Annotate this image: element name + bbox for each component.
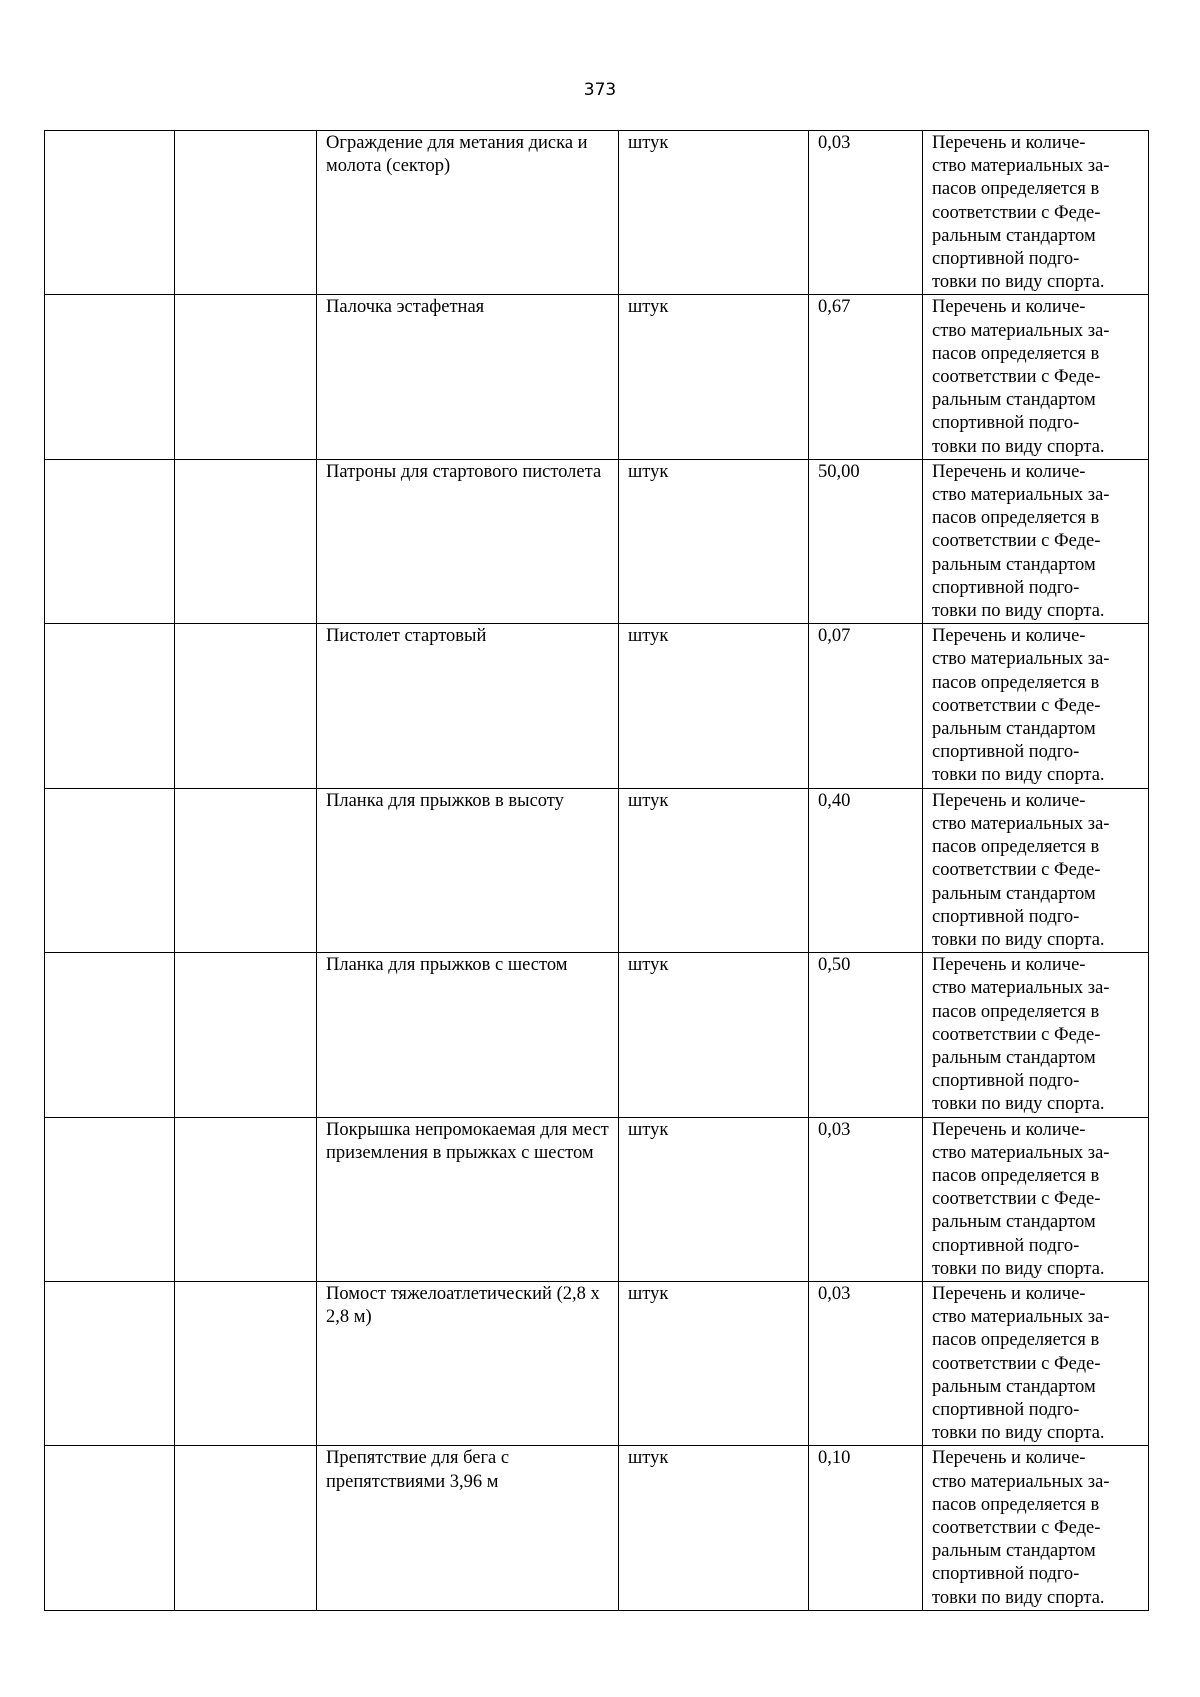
note-cell	[923, 295, 1149, 459]
table-row	[45, 1117, 1149, 1281]
item-name-cell: Патроны для стартового пистолета	[317, 459, 619, 623]
unit-cell: штук	[619, 624, 809, 788]
quantity-cell: 0,07	[809, 624, 923, 788]
empty-cell-col1	[45, 459, 175, 623]
materials-table	[44, 130, 1149, 1611]
quantity-cell: 0,40	[809, 788, 923, 952]
item-name-cell: Пистолет стартовый	[317, 624, 619, 788]
item-name-cell: Препятствие для бега с препятствиями 3,96 м	[317, 1446, 619, 1610]
empty-cell-col1	[45, 295, 175, 459]
empty-cell-col2	[175, 295, 317, 459]
item-name-cell: Палочка эстафетная	[317, 295, 619, 459]
empty-cell-col2	[175, 624, 317, 788]
table-row	[45, 459, 1149, 623]
note-text: Перечень и количе- ство материальных за- пасов определяется в соответствии с Феде- ральным стандартом спортивной подго- товки по виду спорта.	[932, 1119, 1110, 1279]
note-cell	[923, 624, 1149, 788]
materials-table-body	[45, 131, 1149, 1611]
item-name-cell: Планка для прыжков в высоту	[317, 788, 619, 952]
item-name-cell: Покрышка непромокаемая для мест приземления в прыжках с шестом	[317, 1117, 619, 1281]
empty-cell-col1	[45, 1281, 175, 1445]
empty-cell-col2	[175, 953, 317, 1117]
empty-cell-col2	[175, 131, 317, 295]
unit-cell: штук	[619, 459, 809, 623]
page-number: 373	[583, 80, 617, 100]
empty-cell-col2	[175, 1117, 317, 1281]
quantity-cell: 50,00	[809, 459, 923, 623]
note-cell	[923, 131, 1149, 295]
note-text: Перечень и количе- ство материальных за- пасов определяется в соответствии с Феде- ральным стандартом спортивной подго- товки по виду спорта.	[932, 626, 1110, 786]
empty-cell-col1	[45, 953, 175, 1117]
note-cell	[923, 459, 1149, 623]
quantity-cell: 0,03	[809, 1281, 923, 1445]
unit-cell: штук	[619, 1117, 809, 1281]
empty-cell-col2	[175, 788, 317, 952]
note-text: Перечень и количе- ство материальных за- пасов определяется в соответствии с Феде- ральным стандартом спортивной подго- товки по виду спорта.	[932, 1283, 1110, 1444]
note-cell	[923, 1281, 1149, 1445]
unit-cell: штук	[619, 295, 809, 459]
quantity-cell: 0,67	[809, 295, 923, 459]
table-row	[45, 1281, 1149, 1445]
unit-cell: штук	[619, 131, 809, 295]
table-row	[45, 788, 1149, 952]
note-text: Перечень и количе- ство материальных за- пасов определяется в соответствии с Феде- ральным стандартом спортивной подго- товки по виду спорта.	[932, 133, 1110, 293]
note-cell	[923, 1117, 1149, 1281]
note-cell	[923, 1446, 1149, 1610]
table-row	[45, 131, 1149, 295]
item-name-cell: Ограждение для метания диска и молота (сектор)	[317, 131, 619, 295]
empty-cell-col2	[175, 1446, 317, 1610]
quantity-cell: 0,03	[809, 1117, 923, 1281]
table-row	[45, 295, 1149, 459]
empty-cell-col1	[45, 1446, 175, 1610]
note-cell	[923, 788, 1149, 952]
quantity-cell: 0,03	[809, 131, 923, 295]
unit-cell: штук	[619, 953, 809, 1117]
note-text: Перечень и количе- ство материальных за- пасов определяется в соответствии с Феде- ральным стандартом спортивной подго- товки по виду спорта.	[932, 1448, 1110, 1608]
note-text: Перечень и количе- ство материальных за- пасов определяется в соответствии с Феде- ральным стандартом спортивной подго- товки по виду спорта.	[932, 955, 1110, 1115]
table-row	[45, 624, 1149, 788]
unit-cell: штук	[619, 1281, 809, 1445]
table-row	[45, 1446, 1149, 1610]
note-cell	[923, 953, 1149, 1117]
unit-cell: штук	[619, 1446, 809, 1610]
empty-cell-col1	[45, 624, 175, 788]
item-name-cell: Помост тяжелоатлетический (2,8 х 2,8 м)	[317, 1281, 619, 1445]
note-text: Перечень и количе- ство материальных за- пасов определяется в соответствии с Феде- ральным стандартом спортивной подго- товки по виду спорта.	[932, 297, 1110, 457]
unit-cell: штук	[619, 788, 809, 952]
note-text: Перечень и количе- ство материальных за- пасов определяется в соответствии с Феде- ральным стандартом спортивной подго- товки по виду спорта.	[932, 790, 1110, 950]
quantity-cell: 0,50	[809, 953, 923, 1117]
table-row	[45, 953, 1149, 1117]
empty-cell-col1	[45, 1117, 175, 1281]
empty-cell-col2	[175, 1281, 317, 1445]
empty-cell-col1	[45, 131, 175, 295]
quantity-cell: 0,10	[809, 1446, 923, 1610]
empty-cell-col1	[45, 788, 175, 952]
item-name-cell: Планка для прыжков с шестом	[317, 953, 619, 1117]
note-text: Перечень и количе- ство материальных за- пасов определяется в соответствии с Феде- ральным стандартом спортивной подго- товки по виду спорта.	[932, 461, 1110, 622]
empty-cell-col2	[175, 459, 317, 623]
